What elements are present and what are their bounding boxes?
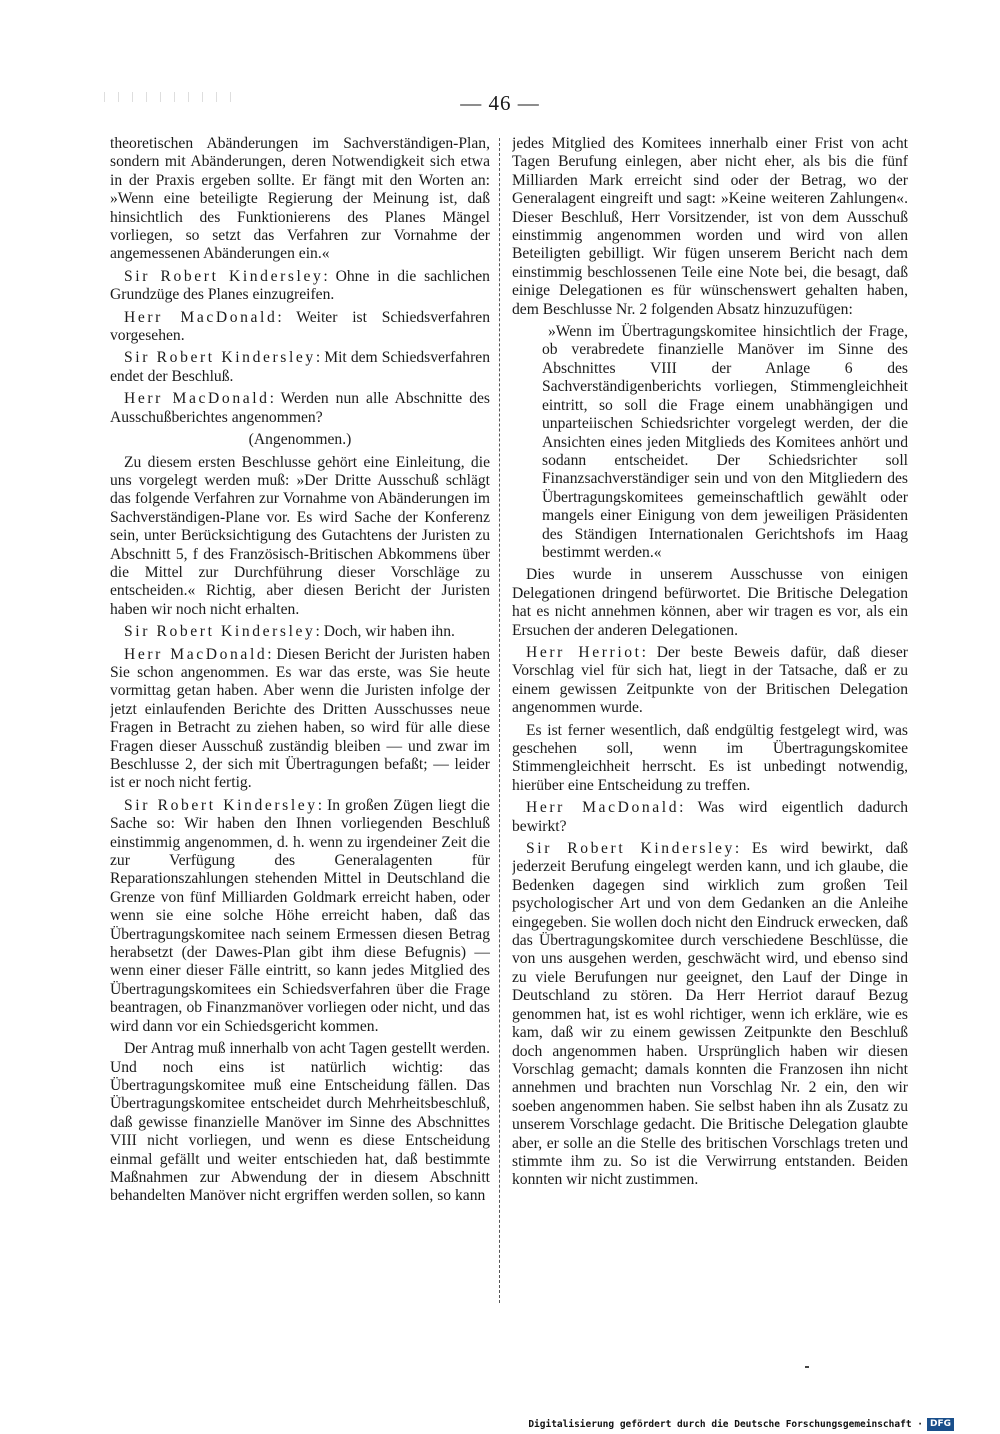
page-number: — 46 —: [460, 91, 540, 115]
speaker-name: Sir Robert Kindersley: [124, 796, 318, 814]
speaker-name: Sir Robert Kindersley: [124, 623, 316, 641]
speech-paragraph: [110, 623, 490, 641]
speech-text: : Weiter ist Schiedsverfahren vorgesehen.: [110, 308, 490, 345]
speaker-name: Herr MacDonald: [526, 799, 680, 817]
speech-text: : Was wird eigentlich dadurch bewirkt?: [512, 799, 908, 835]
speaker-name: Herr MacDonald: [124, 308, 278, 326]
speaker-name: Sir Robert Kindersley: [124, 349, 316, 367]
scan-speck: [805, 1366, 809, 1368]
column-divider: [499, 138, 500, 1303]
speech-text: : Ohne in die sachlichen Grundzüge des Planes einzugreifen.: [110, 267, 490, 304]
speech-text: : Der beste Beweis dafür, daß dieser Vorschlag viel für sich hat, liegt in der Tatsache, daß er zu einem gewissen Zeitpunkte von der Britischen Delegation angenommen wurde.: [512, 643, 908, 717]
paragraph: Der Antrag muß innerhalb von acht Tagen gestellt werden. Und noch eins ist natürlich wichtig: das Übertragungskomitee muß eine Entscheidung fällen. Das Übertragungskomitee entscheidet durch Mehrheitsbeschluß, daß gewisse finanzielle Manöver im Sinne des Abschnittes VIII nicht vorliegen, und wenn es diese Entscheidung einmal gefällt und weiter entschieden hat, daß bestimmte Maßnahmen zur Abwendung der in diesem Abschnitt behandelten Manöver nicht ergriffen werden sollen, so kann: [110, 1040, 490, 1205]
speech-paragraph: [110, 646, 490, 793]
speaker-name: Sir Robert Kindersley: [526, 840, 735, 858]
speaker-name: Herr Herriot: [526, 643, 642, 661]
speaker-name: Herr MacDonald: [124, 645, 268, 663]
paragraph: Zu diesem ersten Beschlusse gehört eine Einleitung, die uns vorgelegt werden muß: »Der Dritte Ausschuß schlägt das folgende Verfahren zur Vornahme von Abänderungen im Sachverständigen-Plane vor. Es wird Sache der Konferenz sein, unter Berücksichtigung des Gutachtens der Juristen zu Abschnitt 5, f des Französisch-Britischen Abkommens über die Mittel zur Durchführung dieser Vorschläge zu entscheiden.« Richtig, aber diesen Bericht der Juristen haben wir noch nicht erhalten.: [110, 453, 490, 618]
speech-paragraph: [512, 799, 908, 836]
speech-paragraph: [512, 644, 908, 718]
paragraph: theoretischen Abänderungen im Sachverständigen-Plan, sondern mit Abänderungen, deren Notwendigkeit sich etwa in der Praxis ergeben sollte. Er fängt mit den Worten an: »Wenn eine beteiligte Regierung der Meinung ist, daß hinsichtlich des Funktionierens des Planes Mängel vorliegen, so setzt das Verfahren zur Vornahme der angemessenen Abänderungen ein.«: [110, 135, 490, 263]
speaker-name: Herr MacDonald: [124, 390, 270, 408]
right-column: [512, 135, 908, 1315]
speech-text: : Mit dem Schiedsverfahren endet der Beschluß.: [110, 349, 490, 385]
speech-paragraph: [110, 349, 490, 386]
stage-direction: (Angenommen.): [248, 431, 352, 449]
speech-paragraph: [110, 309, 490, 346]
footer-text: Digitalisierung gefördert durch die Deutsche Forschungsgemeinschaft ·: [528, 1419, 923, 1430]
speech-paragraph: [110, 268, 490, 305]
speech-paragraph: [110, 390, 490, 427]
paragraph: Dies wurde in unserem Ausschusse von einigen Delegationen dringend befürwortet. Die Britische Delegation hat es nicht annehmen können, aber wir tragen es vor, als ein Ersuchen der anderen Delegationen.: [512, 566, 908, 639]
paragraph: jedes Mitglied des Komitees innerhalb einer Frist von acht Tagen Berufung einlegen, aber nicht eher, als bis die fünf Milliarden Mark erreicht sind oder der Betrag, wo der Generalagent eingreift und sagt: »Keine weiteren Zahlungen«. Dieser Beschluß, Herr Vorsitzender, ist von dem Ausschuß einstimmig angenommen worden und wird von allen Beteiligten gebilligt. Wir fügen unserem Bericht nach dem einstimmig beschlossenen Teile eine Note bei, die besagt, daß einige Delegationen es für wünschenswert gehalten haben, dem Beschlusse Nr. 2 folgenden Absatz hinzuzufügen:: [512, 135, 908, 318]
speech-text: : In großen Zügen liegt die Sache so: Wir haben den Ihnen vorliegenden Beschluß einstimmig angenommen, d. h. wenn zu irgendeiner Zeit die zur Verfügung des Generalagenten für Reparationszahlungen stehenden Mittel in Deutschland die Grenze von fünf Milliarden Goldmark erreicht haben, oder wenn sie eine solche Höhe erreicht haben, daß das Übertragungskomitee nach seinem Ermessen diesen Betrag herabsetzt (der Dawes-Plan gibt ihm diese Befugnis) — wenn einer dieser Fälle eintritt, so kann jedes Mitglied des Übertragungskomitees ein Schiedsverfahren über die Frage beantragen, ob Finanzmanöver vorliegen oder nicht, und das wird dann vor ein Schiedsgericht kommen.: [110, 796, 490, 1035]
speaker-name: Sir Robert Kindersley: [124, 267, 324, 285]
speech-text: : Doch, wir haben ihn.: [315, 623, 455, 641]
speech-text: : Es wird bewirkt, daß jederzeit Berufung eingelegt werden kann, und ich glaube, die Bedenken dagegen sind wirklich zum großen Teil psychologischer Art und von dem Gedanken an die Anleihe eingegeben. Sie wollen doch nicht den Eindruck erwecken, daß das Übertragungskomitee durch verschiedene Beschlüsse, die von uns ausgehen werden, geschwächt wird, und ebenso sind zu viele Berufungen nur geeignet, den Lauf der Dinge in Deutschland zu stören. Da Herr Herriot darauf Bezug genommen hat, ist es wohl richtiger, wenn ich erkläre, wie es kam, daß wir zu einem gewissen Zeitpunkte den Beschluß doch angenommen haben. Ursprünglich haben wir diesen Vorschlag gemacht; damals konnten die Franzosen ihn nicht annehmen und brachten nun Vorschlag Nr. 2 ein, den wir soeben angenommen haben. Sie selbst haben ihn als Zusatz zu unserem Vorschlage gedacht. Die Britische Delegation glaubte aber, er solle an die Stelle des britischen Vorschlags treten und stimmte ihm zu. So ist die Verwirrung entstanden. Beiden konnten wir nicht zustimmen.: [512, 840, 908, 1189]
speech-paragraph: [512, 840, 908, 1190]
left-column: [110, 135, 490, 1315]
paragraph: Es ist ferner wesentlich, daß endgültig festgelegt wird, was geschehen soll, wenn im Übertragungskomitee Stimmengleichheit herrscht. Es ist unbedingt notwendig, hierüber eine Entscheidung zu treffen.: [512, 721, 908, 794]
digitization-footer: [528, 1418, 954, 1431]
dfg-logo: DFG: [927, 1418, 954, 1431]
quoted-block: »Wenn im Übertragungskomitee hinsichtlich der Frage, ob verabredete finanzielle Manöver im Sinne des Abschnittes VIII der Anlage 6 des Sachverständigenberichts vorliegen, Stimmengleichheit eintritt, so soll die Frage einem unabhängigen und unparteiischen Schiedsrichter vorgelegt werden, der die Ansichten eines jeden Mitglieds des Komitees anhört und sodann entscheidet. Der Schiedsrichter soll Finanzsachverständiger sein und von den Mitgliedern des Übertragungskomitees gemeinschaftlich gewählt oder mangels einer Einigung von dem jeweiligen Präsidenten des Ständigen Internationalen Gerichtshofs im Haag bestimmt werden.«: [542, 323, 908, 561]
speech-paragraph: [110, 797, 490, 1036]
speech-text: : Werden nun alle Abschnitte des Ausschußberichtes angenommen?: [110, 390, 490, 426]
speech-text: : Diesen Bericht der Juristen haben Sie schon angenommen. Es war das erste, was Sie heute vormittag getan haben. Aber wenn die Juristen infolge der jetzt einlaufenden Berichte des Dritten Ausschusses neue Fragen in Betracht zu ziehen haben, so wird für alle diese Fragen dieser Ausschuß zuständig bleiben — und zwar im Beschlusse 2, der sich mit Übertragungen befaßt; — leider ist er noch nicht fertig.: [110, 645, 490, 792]
